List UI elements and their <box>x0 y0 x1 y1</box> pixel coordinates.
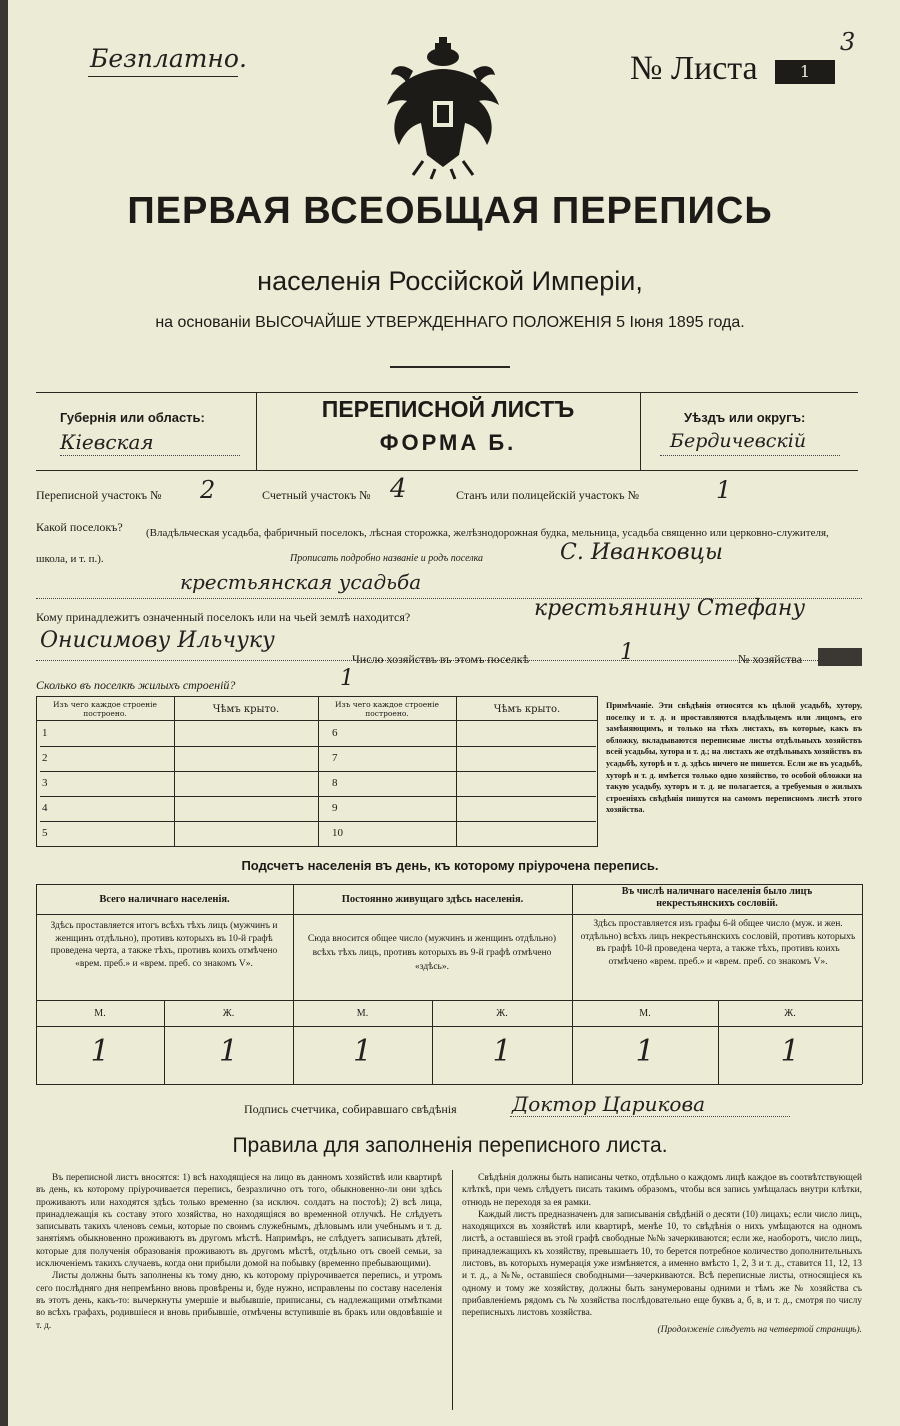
tally-m-header: М. <box>639 1008 651 1019</box>
rules-left-paragraph: Въ переписной листъ вносятся: 1) всѣ находящіеся на лицо въ данномъ хозяйствѣ или квартирѣ въ день, къ которому пріурочивается перепись, безразлично отъ того, обыкновенно-ли они здѣсь проживаютъ или находятся здѣсь только временно (за исключ. солдатъ на постоѣ); 2) всѣ лица, принадлежащія къ составу этого хозяйства, но находящіяся во временной отлучкѣ. Не слѣдуетъ записывать такихъ членовъ семьи, которые по своимъ служебнымъ, дѣловымъ или учебнымъ и т. д. занятіямъ обыкновенно проживаютъ въ другомъ мѣстѣ. Напримѣръ, не слѣдуетъ записывать дѣтей, которые для полученія образованія проживаютъ въ другомъ мѣстѣ, отдѣльно отъ своей семьи, за исключеніемъ такихъ случаевъ, когда они прибыли домой на побывку (временно пребывающими). <box>36 1173 442 1270</box>
building-row-number: 8 <box>332 777 338 789</box>
tally-m-header: М. <box>356 1008 369 1019</box>
settlement-instruction: Прописать подробно названіе и родъ поселка <box>290 553 484 564</box>
page-mark: 3 <box>840 28 856 56</box>
buildings-note: Примѣчаніе. Эти свѣдѣнія относятся къ цѣлой усадьбѣ, хутору, поселку и т. д. и проставляются владѣльцемъ или лицомъ, его замѣняющимъ, и только на тѣхъ листахъ, въ которые, какъ въ обложку, вкладываются переписные листы отдѣльныхъ хозяйствъ всей усадьбы, хутора и т. д.; на листахъ же отдѣльныхъ хозяйствъ въ усадьбѣ, хуторѣ и т. д. здѣсь ничего не пишется. Если же въ усадьбѣ, хуторѣ и т. д. имѣется только одно хозяйство, то особой обложки на такую усадьбу, хуторъ и т. д. не полагается, а требуемыя о жилыхъ строеніяхъ свѣдѣнія пишутся на самомъ переписномъ листѣ этого хозяйства. <box>606 701 862 815</box>
uezd-line <box>660 455 840 456</box>
rules-divider <box>452 1170 453 1410</box>
tally-value-resident-f: 1 <box>492 1034 512 1069</box>
rule <box>36 1084 862 1085</box>
stan-label: Станъ или полицейскій участокъ № <box>456 488 640 502</box>
building-row <box>40 747 596 772</box>
building-row-number: 5 <box>42 827 48 839</box>
tally-f-header: Ж. <box>496 1008 508 1019</box>
district-label: Переписной участокъ № <box>36 488 162 502</box>
tally-f-header: Ж. <box>222 1008 235 1019</box>
rule <box>36 884 862 885</box>
signature-label: Подпись счетчика, собиравшаго свѣдѣнія <box>244 1102 457 1116</box>
uezd-label: Уѣздъ или округъ: <box>684 410 806 425</box>
rule <box>36 470 858 471</box>
form-title: ПЕРЕПИСНОЙ ЛИСТЪ <box>321 396 575 422</box>
district-value: 2 <box>200 476 216 504</box>
building-row-number: 2 <box>42 752 48 764</box>
building-row-number: 10 <box>332 827 343 839</box>
rules-right-column <box>462 1172 862 1336</box>
building-row-number: 4 <box>42 802 48 814</box>
sheet-number-label: № Листа <box>630 50 758 87</box>
tally-col2-header: Постоянно живущаго здѣсь населенія. <box>341 894 524 905</box>
owner-value: крестьянину Стефану <box>534 596 806 621</box>
rule <box>597 696 598 846</box>
sheet-number-value: 1 <box>775 60 835 84</box>
buildings-col4-header: Чѣмъ крыто. <box>493 704 561 715</box>
rules-continued: (Продолженіе слѣдуетъ на четвертой страницѣ). <box>657 1324 862 1335</box>
gubernia-value: Кіевская <box>60 430 154 454</box>
basis-line: на основаніи ВЫСОЧАЙШЕ УТВЕРЖДЕННАГО ПОЛОЖЕНІЯ 5 Іюня 1895 года. <box>155 314 745 331</box>
free-label-underline <box>88 76 238 77</box>
building-row-number: 3 <box>42 777 48 789</box>
households-label: Число хозяйствъ въ этомъ поселкѣ <box>352 652 530 666</box>
rules-right-paragraph: Каждый листъ предназначенъ для записыванія свѣдѣній о десяти (10) лицахъ; если число лицъ, находящихся въ хозяйствѣ или квартирѣ, менѣе 10, то свѣдѣнія о нихъ умѣщаются на одномъ листѣ, а оставшіеся въ этой графѣ свободные №№ зачеркиваются; если же, наоборотъ, число лицъ, принадлежащихъ къ хозяйству, превышаетъ 10, то берется потребное количество дополнительныхъ листовъ, въ которыхъ нумерація уже измѣняется, а именно вмѣсто 1, 2, 3 и т. д., ставится 11, 12, 13 и т. д., а №№, оставшіеся свободными—зачеркиваются. Всѣ переписные листы, относящіеся къ одному и тому же хозяйству, должны быть занумерованы одними и тѣмъ же № хозяйства съ прибавленіемъ рядомъ съ № хозяйства послѣдовательно еще буквъ а, б, в, и т. д., смотря по числу переписныхъ листовъ хозяйства. <box>462 1209 862 1319</box>
tally-value-resident-m: 1 <box>352 1034 373 1069</box>
building-row-number: 6 <box>332 727 338 739</box>
page-subtitle: населенія Россійской Имперіи, <box>257 266 643 296</box>
tally-title: Подсчетъ населенія въ день, къ которому пріурочена перепись. <box>241 858 659 873</box>
rule <box>36 392 858 393</box>
rule <box>36 1026 862 1027</box>
tally-col1-header: Всего наличнаго населенія. <box>99 894 230 905</box>
building-row <box>40 797 596 822</box>
count-value: 4 <box>390 474 407 504</box>
tally-value-total-m: 1 <box>90 1034 110 1069</box>
signature-value: Доктор Царикова <box>512 1092 706 1116</box>
form-subtitle: ФОРМА Б. <box>379 430 517 455</box>
page-title: ПЕРВАЯ ВСЕОБЩАЯ ПЕРЕПИСЬ <box>127 190 773 232</box>
gubernia-line <box>60 455 240 456</box>
tally-value-nonpeasant-f: 1 <box>780 1034 800 1069</box>
household-number-redaction <box>818 648 862 666</box>
rule <box>36 914 862 915</box>
building-row <box>40 772 596 797</box>
uezd-value: Бердичевскій <box>670 430 807 452</box>
rule <box>36 696 37 846</box>
rule <box>862 884 863 1084</box>
tally-m-header: М. <box>94 1008 106 1019</box>
building-row <box>40 722 596 747</box>
buildings-value: 1 <box>340 666 354 691</box>
rule <box>36 846 598 847</box>
signature-line <box>510 1116 790 1117</box>
building-row-number: 7 <box>332 752 338 764</box>
tally-value-total-f: 1 <box>218 1034 239 1069</box>
owner-question: Кому принадлежитъ означенный поселокъ или на чьей землѣ находится? <box>36 610 411 624</box>
settlement-hint: (Владѣльческая усадьба, фабричный поселокъ, лѣсная сторожка, желѣзнодорожная будка, мельница, усадьба священно или церковно-служителя, школа, и т. п.). <box>36 527 829 565</box>
building-row-number: 9 <box>332 802 338 814</box>
rule <box>36 720 598 721</box>
rules-left-paragraph: Листы должны быть заполнены къ тому дню, къ которому пріурочивается перепись, и утромъ сего послѣдняго дня непремѣнно вновь провѣрены и, буде нужно, исправлены по составу населенія въ этотъ день, какъ-то: вычеркнуты умершіе и выбывшіе, приписаны, съ надлежащими отмѣтками во всѣхъ графахъ, родившіеся и вновь прибывшіе, отмѣчены вступившіе въ бракъ или овдовѣвшіе и т. д. <box>36 1271 442 1331</box>
settlement-value-2: крестьянская усадьба <box>180 570 422 594</box>
households-value: 1 <box>620 640 634 665</box>
owner-value-2: Онисимову Ильчуку <box>40 628 275 653</box>
building-row <box>40 822 596 846</box>
buildings-col1-header: Изъ чего каждое строеніе построено. <box>53 700 157 718</box>
rule <box>36 696 598 697</box>
tally-col1-text: Здѣсь проставляется итогъ всѣхъ тѣхъ лицъ (мужчинъ и женщинъ отдѣльно), противъ которыхъ въ 10-й графѣ проведена черта, а также тѣхъ, противъ коихъ отмѣчено «врем. преб.» и «врем. преб. со знакомъ V». <box>50 921 278 969</box>
rules-title: Правила для заполненія переписного листа. <box>232 1134 668 1157</box>
tally-value-nonpeasant-m: 1 <box>635 1034 655 1069</box>
building-row-number: 1 <box>42 727 48 739</box>
household-number-label: № хозяйства <box>738 652 803 666</box>
tally-col3-header: Въ числѣ наличнаго населенія было лицъ некрестьянскихъ сословій. <box>621 886 813 909</box>
count-label: Счетный участокъ № <box>262 488 371 502</box>
tally-col2-text: Сюда вносится общее число (мужчинъ и женщинъ отдѣльно) всѣхъ тѣхъ лицъ, противъ которыхъ въ 9-й графѣ отмѣчено «здѣсь». <box>307 934 557 972</box>
buildings-col2-header: Чѣмъ крыто. <box>212 704 280 715</box>
rules-right-paragraph: Свѣдѣнія должны быть написаны четко, отдѣльно о каждомъ лицѣ каждое въ соотвѣтствующей клѣткѣ, при чемъ слѣдуетъ писать такимъ образомъ, чтобы вся запись умѣщалась внутри клѣтки, отнюдь не переходя за ея рамки. <box>462 1173 862 1208</box>
rule <box>640 392 641 470</box>
title-rule <box>390 366 510 368</box>
buildings-rows-left <box>40 722 596 846</box>
stan-value: 1 <box>716 476 732 504</box>
tally-col3-text: Здѣсь проставляется изъ графы 6-й общее число (муж. и жен. отдѣльно) всѣхъ лицъ некрестьянскихъ сословій, противъ которыхъ въ графѣ 10-й проведена черта, а также тѣхъ, противъ коихъ отмѣчено «врем. преб.» и «врем. преб. со знакомъ V». <box>580 919 856 967</box>
rules-left-column <box>36 1172 442 1332</box>
buildings-col3-header: Изъ чего каждое строеніе построено. <box>335 700 439 718</box>
buildings-label: Сколько въ поселкѣ жилыхъ строеній? <box>36 678 236 692</box>
rule <box>36 1000 862 1001</box>
gubernia-label: Губернія или область: <box>60 410 205 425</box>
settlement-question: Какой поселокъ? <box>36 520 123 534</box>
double-headed-eagle-emblem <box>383 35 503 180</box>
settlement-value: С. Иванковцы <box>560 540 723 565</box>
free-label: Безплатно. <box>90 44 247 73</box>
tally-f-header: Ж. <box>784 1008 796 1019</box>
